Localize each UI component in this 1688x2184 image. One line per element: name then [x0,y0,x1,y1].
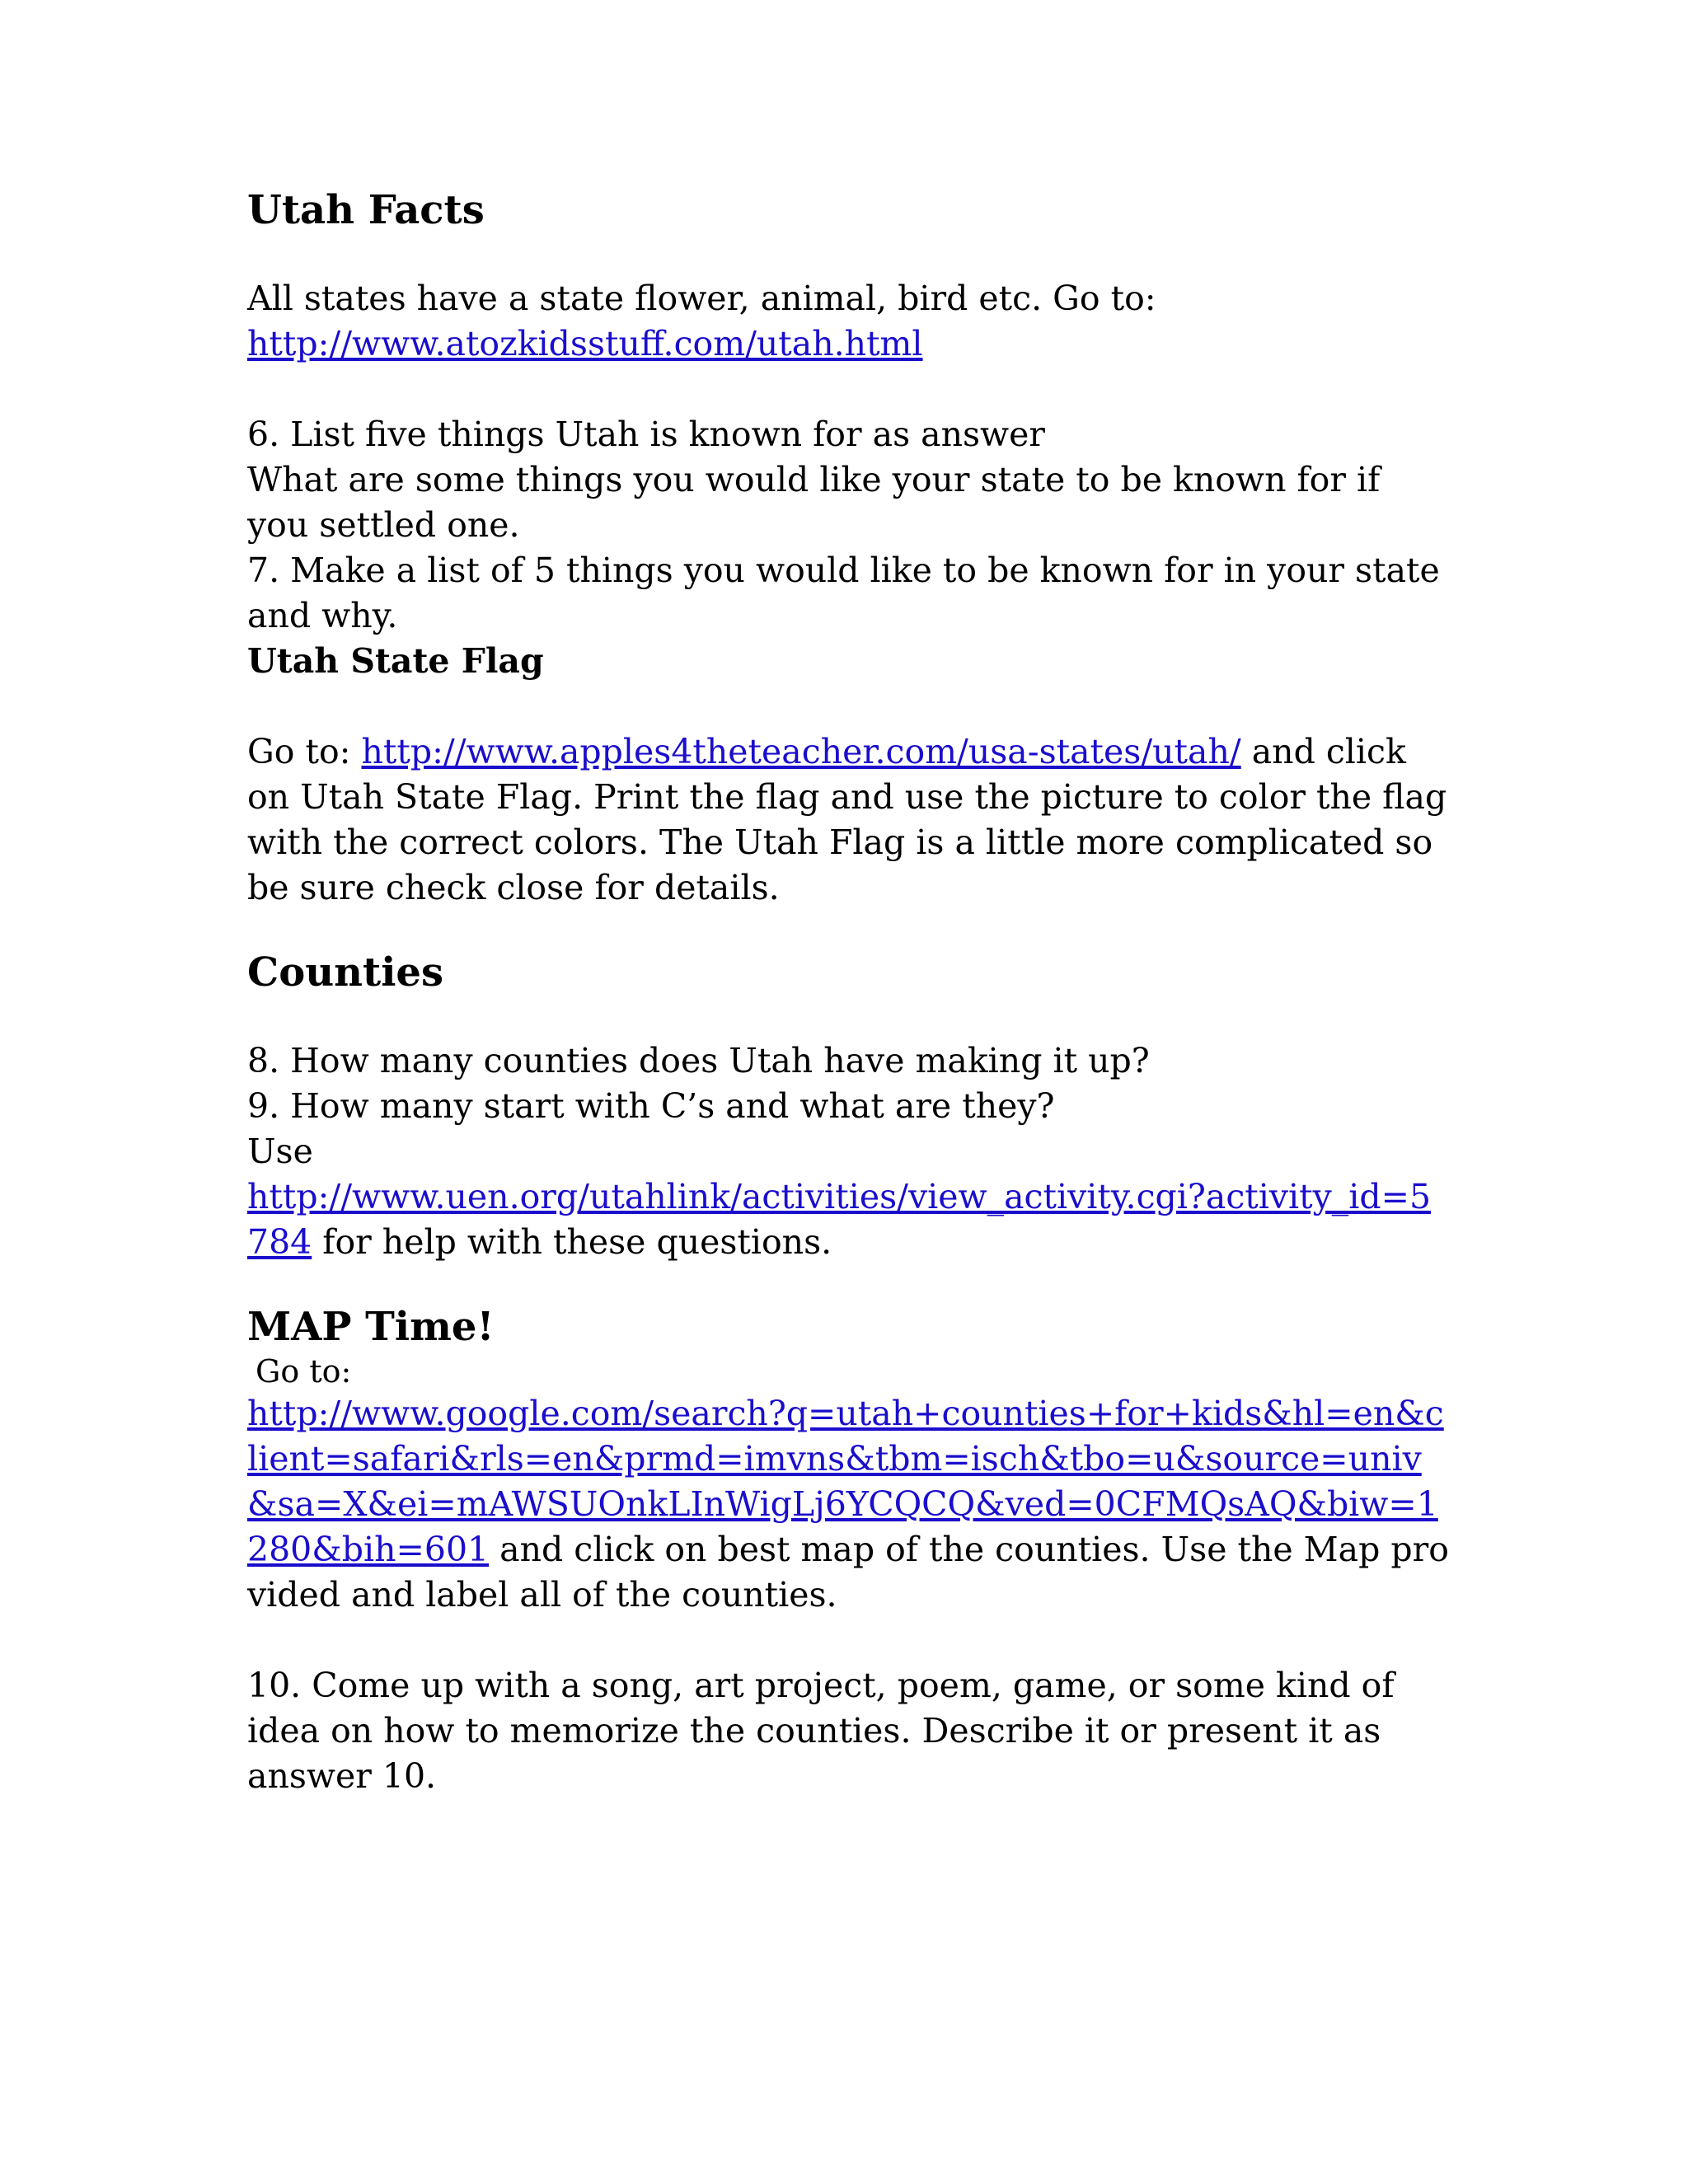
question-7: 7. Make a list of 5 things you would like to be known for in your state and why. [247,551,1440,635]
intro-text-label: All states have a state flower, animal, bird etc. Go to: [247,279,1156,318]
uen-link-text: for help with these questions. [312,1222,832,1262]
uen-link-paragraph [247,1174,1451,1265]
google-link-text: and click on best map of the counties. Use the Map provided and label all of the counties. [247,1530,1449,1615]
flag-instructions [247,729,1451,911]
map-go-to-label: Go to: [256,1353,352,1390]
question-6: 6. List five things Utah is known for as answer [247,415,1045,454]
utah-state-flag-heading: Utah State Flag [247,641,544,681]
map-time-heading: MAP Time! [247,1304,495,1350]
uen-link[interactable]: http://www.uen.org/utahlink/activities/view_activity.cgi?activity_id=5784 [247,1177,1432,1262]
counties-heading: Counties [247,949,443,996]
utah-facts-heading: Utah Facts [247,187,485,233]
document-page [247,185,1451,1799]
question-9: 9. How many start with C’s and what are they? [247,1086,1055,1126]
google-link-paragraph [247,1391,1451,1618]
question-10: 10. Come up with a song, art project, poem, game, or some kind of idea on how to memorize the counties. Describe it or present it as answer 10. [247,1666,1395,1796]
atozkidsstuff-link[interactable]: http://www.atozkidsstuff.com/utah.html [247,324,923,363]
use-label: Use [247,1132,313,1171]
intro-text [247,276,1451,367]
question-6-followup: What are some things you would like your state to be known for if you settled one. [247,460,1381,545]
question-8: 8. How many counties does Utah have making it up? [247,1041,1150,1080]
flag-go-to-label: Go to: [247,732,362,771]
apples4theteacher-link[interactable]: http://www.apples4theteacher.com/usa-states/utah/ [361,732,1241,771]
flag-instructions-text: and click on Utah State Flag. Print the flag and use the picture to color the flag with the correct colors. The Utah Flag is a little more complicated so be sure check close for details. [247,732,1447,907]
google-map-link[interactable]: http://www.google.com/search?q=utah+counties+for+kids&hl=en&client=safari&rls=en&prmd=imvns&tbm=isch&tbo=u&source=univ&sa=X&ei=mAWSUOnkLInWigLj6YCQCQ&ved=0CFMQsAQ&biw=1280&bih=601 [247,1394,1444,1569]
